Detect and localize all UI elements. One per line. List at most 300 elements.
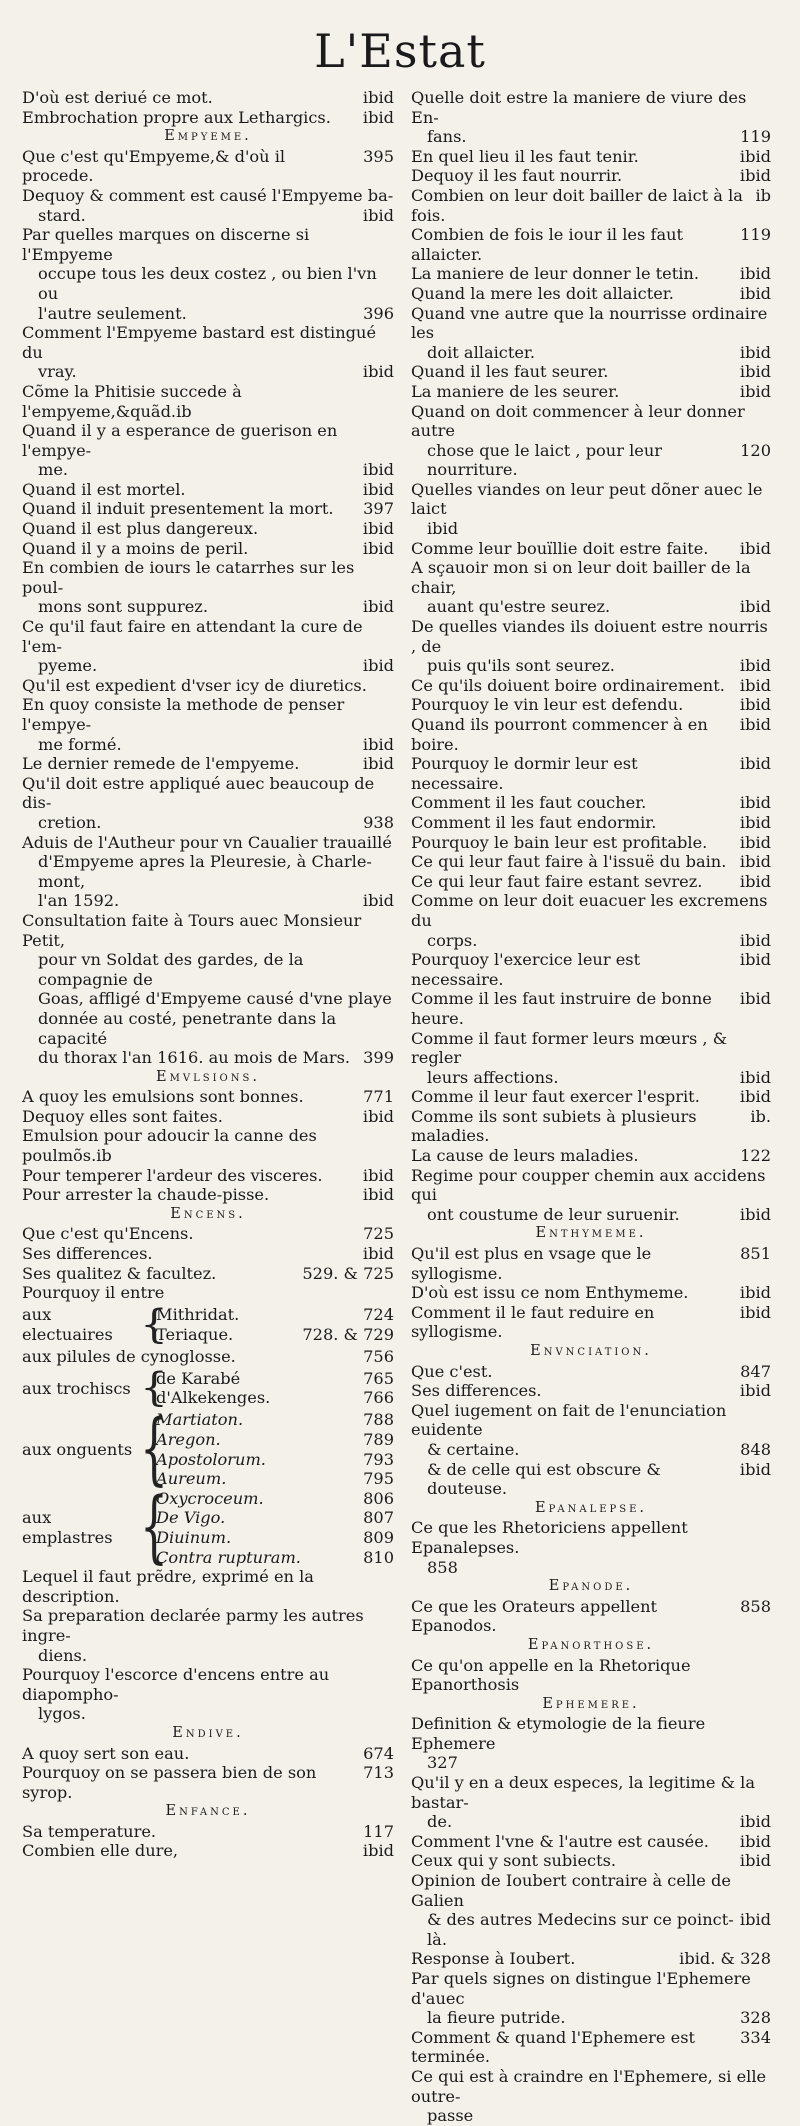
entry-text: La cause de leurs maladies. [411, 1146, 639, 1166]
section-heading: Encens. [170, 1205, 246, 1222]
page-reference: 848 [740, 1439, 771, 1459]
entry-text: En combien de iours le catarrhes sur les poul- [22, 558, 355, 597]
page-reference: ibid [739, 754, 771, 774]
entry-text: Pourquoy on se passera bien de son syrop. [22, 1763, 317, 1802]
page-reference: 809 [363, 1527, 394, 1547]
index-entry [411, 539, 771, 559]
group-item [156, 1305, 394, 1325]
page-reference: 793 [363, 1449, 394, 1469]
index-entry [411, 1460, 771, 1499]
group-label: aux emplastres [22, 1508, 113, 1547]
entry-text: Qu'il est plus en vsage que le syllogisme. [411, 1244, 652, 1283]
entry-text: Comment il le faut reduire en syllogisme. [411, 1302, 655, 1342]
index-entry [22, 1665, 394, 1704]
index-entry [411, 558, 771, 597]
page-reference: ibid [739, 1087, 771, 1107]
entry-text: du thorax l'an 1616. au mois de Mars. [38, 1048, 351, 1068]
entry-text: Quand vne autre que la nourrisse ordinaire les [411, 303, 768, 343]
section-heading: Empyeme. [164, 128, 252, 145]
index-entry [22, 499, 394, 519]
group-item [156, 1450, 394, 1470]
index-entry [411, 343, 771, 363]
entry-text: La maniere de les seurer. [411, 381, 620, 401]
page-reference: ibid [362, 597, 394, 617]
entry-text: Que c'est qu'Empyeme,& d'où il procede. [22, 146, 286, 186]
index-entry [22, 774, 394, 813]
index-entry [411, 1714, 771, 1753]
entry-text: De quelles viandes ils doiuent estre nourris , de [411, 617, 768, 656]
entry-text: Dequoy il les faut nourrir. [411, 166, 623, 186]
index-entry [411, 950, 771, 989]
index-entry [22, 911, 394, 950]
index-entry [411, 480, 771, 519]
entry-text: 858 [427, 1557, 458, 1577]
index-entry [22, 695, 394, 734]
bracketed-group [22, 1347, 394, 1367]
page-reference: ibid [362, 1165, 394, 1185]
index-entry [411, 304, 771, 343]
page-reference: 674 [363, 1743, 394, 1763]
index-entry [411, 284, 771, 304]
entry-text: Quand la mere les doit allaicter. [411, 283, 674, 303]
curly-brace-icon: { [140, 1365, 168, 1411]
index-entry [411, 833, 771, 853]
page-reference: 728. & 729 [302, 1324, 394, 1344]
page-reference: 724 [363, 1305, 394, 1325]
item-text: Oxycroceum. [156, 1488, 264, 1508]
entry-text: Comment il les faut coucher. [411, 793, 647, 813]
group-item [156, 1369, 394, 1389]
page-reference: ibid [739, 381, 771, 401]
entry-text: Ce qui est à craindre en l'Ephemere, si elle outre- [411, 2066, 767, 2106]
group-label: aux trochiscs [22, 1378, 131, 1398]
item-text: Mithridat. [156, 1305, 240, 1325]
index-entry [411, 1146, 771, 1166]
entry-text: Consultation faite à Tours auec Monsieur Petit, [22, 910, 362, 950]
entry-text: Comment l'Empyeme bastard est distingué du [22, 323, 377, 362]
entry-text: Ce qui leur faut faire estant sevrez. [411, 871, 703, 891]
index-entry [22, 1822, 394, 1842]
page-reference: ibid [739, 1831, 771, 1851]
page-reference: ibid [362, 1185, 394, 1205]
page-reference: 334 [740, 2027, 771, 2047]
entry-text: Par quels signes on distingue l'Ephemere d'auec [411, 1969, 751, 2008]
index-entry [22, 382, 394, 421]
index-entry [22, 519, 394, 539]
entry-text: Pourquoy l'exercice leur est necessaire. [411, 950, 641, 989]
index-entry [22, 597, 394, 617]
item-text: Martiaton. [156, 1410, 244, 1430]
index-entry [22, 852, 394, 891]
group-item [156, 1410, 394, 1430]
entry-text: Comment & quand l'Ephemere est terminée. [411, 2027, 696, 2067]
index-entry [411, 1812, 771, 1832]
page-reference: 119 [740, 127, 771, 147]
entry-text: Ce que les Orateurs appellent Epanodos. [411, 1596, 658, 1636]
item-text: Diuinum. [156, 1527, 232, 1547]
entry-text: Ce qu'il faut faire en attendant la cure de l'em- [22, 617, 363, 656]
page-reference: ibid [362, 1106, 394, 1126]
index-entry [411, 597, 771, 617]
entry-text: Qu'il y en a deux especes, la legitime & la bastar- [411, 1773, 756, 1812]
page-reference: ibid [362, 1244, 394, 1264]
entry-text: d'Empyeme apres la Pleuresie, à Charle-mont, [38, 852, 372, 891]
item-text: Contra rupturam. [156, 1547, 301, 1567]
entry-text: Quand il induit presentement la mort. [22, 499, 334, 519]
group-item [156, 1325, 394, 1345]
index-entry [22, 1264, 394, 1284]
group-item [156, 1528, 394, 1548]
index-entry [22, 1185, 394, 1205]
page-reference: 766 [363, 1388, 394, 1408]
page-reference: ibid [739, 715, 771, 734]
index-entry [22, 1646, 394, 1666]
group-item [156, 1469, 394, 1489]
entry-text: Definition & etymologie de la fieure Ephemere [411, 1714, 706, 1753]
index-entry [411, 754, 771, 793]
running-header: L'Estat [314, 24, 486, 78]
entry-text: Comme il leur faut exercer l'esprit. [411, 1087, 700, 1107]
page-reference: ibid [739, 283, 771, 303]
entry-text: Quel iugement on fait de l'enunciation euidente [411, 1400, 727, 1440]
entry-text: cretion. [38, 812, 102, 832]
entry-text: Ses qualitez & facultez. [22, 1263, 217, 1283]
entry-text: D'où est deriué ce mot. [22, 88, 213, 107]
entry-text: Pourquoy l'escorce d'encens entre au diapompho- [22, 1665, 330, 1704]
index-entry [411, 1401, 771, 1440]
group-label: aux electuaires [22, 1305, 113, 1344]
entry-text: Que c'est. [411, 1361, 493, 1381]
entry-text: Dequoy & comment est causé l'Empyeme ba- [22, 185, 394, 205]
index-entry [411, 1597, 771, 1636]
page-reference: ibid [739, 1812, 771, 1832]
index-entry [22, 1567, 394, 1606]
index-entry [411, 166, 771, 186]
index-entry [411, 1773, 771, 1812]
page-reference: 789 [363, 1430, 394, 1449]
entry-text: mons sont suppurez. [38, 597, 208, 617]
index-entry [22, 206, 394, 226]
index-entry [411, 1518, 771, 1557]
entry-text: Opinion de Ioubert contraire à celle de Galien [411, 1871, 731, 1910]
index-entry [22, 1087, 394, 1107]
entry-text: Comme ils sont subiets à plusieurs maladies. [411, 1106, 697, 1146]
section-heading: Envnciation. [530, 1343, 652, 1359]
entry-text: diens. [38, 1645, 87, 1665]
page-reference: ibid [739, 832, 771, 852]
page-reference: ibid [739, 597, 771, 617]
entry-text: Ses differences. [22, 1244, 153, 1264]
entry-text: D'où est issu ce nom Enthymeme. [411, 1283, 689, 1303]
entry-text: Goas, affligé d'Empyeme causé d'vne playe [38, 989, 392, 1009]
index-entry [411, 2067, 771, 2106]
page-reference: 765 [363, 1368, 394, 1388]
page-reference: ibid [739, 1851, 771, 1871]
page-reference: 399 [363, 1048, 394, 1068]
page-reference: ibid [739, 362, 771, 382]
index-entry [22, 480, 394, 500]
page-reference: 771 [363, 1087, 394, 1107]
index-entry [22, 833, 394, 853]
group-label: aux pilules de cynoglosse. [22, 1346, 236, 1366]
page-reference: ibid [362, 734, 394, 754]
group-item [156, 1489, 394, 1509]
entry-text: Quand on doit commencer à leur donner autre [411, 401, 745, 441]
page-reference: ibid [362, 479, 394, 499]
entry-text: me formé. [38, 734, 122, 754]
index-entry [411, 656, 771, 676]
index-entry [22, 1841, 394, 1861]
page-reference: 725 [363, 1224, 394, 1244]
page-reference: 938 [363, 812, 394, 832]
index-entry [411, 1558, 771, 1578]
index-entry [22, 735, 394, 755]
index-entry [22, 539, 394, 559]
page-reference: 117 [363, 1821, 394, 1841]
index-entry [411, 1871, 771, 1910]
entry-text: Pourquoy le vin leur est defendu. [411, 695, 684, 715]
section-heading: Ephemere. [542, 1695, 640, 1712]
page-reference: ibid. & 328 [679, 1949, 771, 1969]
page-reference: ibid [739, 950, 771, 970]
entry-text: pour vn Soldat des gardes, de la compagnie de [38, 950, 304, 989]
page-reference: ibid [362, 891, 394, 911]
entry-text: Pourquoy le bain leur est profitable. [411, 832, 708, 852]
index-entry [411, 1107, 771, 1146]
entry-text: Ce qu'ils doiuent boire ordinairement. [411, 675, 725, 695]
page-reference: 810 [363, 1547, 394, 1567]
index-entry [411, 88, 771, 127]
page-reference: ibid [739, 695, 771, 715]
index-entry [411, 695, 771, 715]
item-text: d'Alkekenges. [156, 1388, 271, 1408]
section-heading: Epanode. [548, 1578, 634, 1595]
index-entry [22, 304, 394, 324]
page-reference: ibid [739, 538, 771, 558]
entry-text: Aduis de l'Autheur pour vn Caualier trauaillé [22, 832, 392, 852]
index-entry [22, 558, 394, 597]
item-text: Teriaque. [156, 1324, 234, 1344]
index-entry [411, 225, 771, 264]
right-column [411, 88, 771, 2126]
entry-text: Qu'il est expedient d'vser icy de diuretics. [22, 675, 367, 695]
entry-text: Response à Ioubert. [411, 1949, 576, 1969]
left-column [22, 88, 394, 1861]
index-entry [411, 1440, 771, 1460]
page-reference: ibid [739, 793, 771, 813]
index-entry [411, 1303, 771, 1342]
index-entry [22, 421, 394, 460]
index-entry [411, 1283, 771, 1303]
index-entry [411, 1362, 771, 1382]
entry-text: Quand il est plus dangereux. [22, 519, 259, 539]
item-text: Apostolorum. [156, 1449, 266, 1469]
page-reference: ibid [739, 264, 771, 284]
entry-text: occupe tous les deux costez , ou bien l'vn ou [38, 264, 377, 303]
index-entry [411, 1381, 771, 1401]
page-reference: ibid [739, 342, 771, 362]
index-entry [22, 1224, 394, 1244]
page-reference: ibid [739, 930, 771, 950]
index-entry [411, 362, 771, 382]
page-reference: ibid [362, 362, 394, 382]
entry-text: leurs affections. [427, 1067, 559, 1087]
bracketed-group [22, 1403, 394, 1495]
page-reference: ibid [739, 871, 771, 891]
entry-text: Comme il faut former leurs mœurs , & regler [411, 1028, 728, 1068]
index-entry [411, 2008, 771, 2028]
page-reference: 328 [740, 2008, 771, 2028]
section-heading: Enfance. [165, 1803, 251, 1820]
group-item [156, 1508, 394, 1528]
entry-text: Comment l'vne & l'autre est causée. [411, 1831, 709, 1851]
entry-text: Cõme la Phitisie succede à l'empyeme,&quãd.ib [22, 381, 242, 421]
page-reference: ibid [739, 656, 771, 676]
page-reference: ibid [362, 205, 394, 225]
index-entry [411, 402, 771, 441]
entry-text: & de celle qui est obscure & douteuse. [427, 1459, 661, 1499]
index-entry [22, 323, 394, 362]
page-reference: 807 [363, 1508, 394, 1528]
entry-text: l'an 1592. [38, 891, 120, 911]
item-text: Aureum. [156, 1469, 227, 1489]
page-reference: ibid [362, 1841, 394, 1861]
index-entry [22, 147, 394, 186]
entry-text: Quelles viandes on leur peut dõner auec le laict [411, 479, 763, 519]
section-heading: Epanalepse. [534, 1499, 648, 1516]
index-entry [411, 2106, 771, 2126]
index-entry [411, 852, 771, 872]
index-entry [22, 186, 394, 206]
page-reference: ibid [362, 538, 394, 558]
page-reference: ibid [739, 989, 771, 1009]
entry-text: Ceux qui y sont subiects. [411, 1851, 617, 1871]
index-entry [411, 715, 771, 754]
index-entry [22, 676, 394, 696]
page-reference: ibid [739, 675, 771, 695]
item-text: Aregon. [156, 1430, 221, 1449]
group-item [156, 1388, 394, 1408]
index-entry [411, 127, 771, 147]
page-reference: 397 [363, 499, 394, 519]
entry-text: Ce qui leur faut faire à l'issuë du bain. [411, 852, 727, 872]
index-entry [22, 362, 394, 382]
page-reference: ibid [739, 852, 771, 872]
index-entry [411, 1949, 771, 1969]
index-entry [22, 1166, 394, 1186]
entry-text: A quoy sert son eau. [22, 1743, 190, 1763]
entry-text: de. [427, 1812, 453, 1832]
index-entry [411, 989, 771, 1028]
index-entry [411, 1969, 771, 2008]
entry-text: Comme il les faut instruire de bonne heure. [411, 989, 712, 1028]
curly-brace-icon: { [140, 1301, 168, 1348]
page-reference: 858 [740, 1596, 771, 1616]
index-entry [411, 1087, 771, 1107]
entry-text: Lequel il faut prẽdre, exprimé en la description. [22, 1567, 314, 1606]
index-entry [22, 1244, 394, 1264]
entry-text: passe [427, 2106, 474, 2126]
index-entry [411, 931, 771, 951]
entry-text: la fieure putride. [427, 2008, 566, 2028]
index-entry [22, 225, 394, 264]
entry-text: Regime pour coupper chemin aux accidens qui [411, 1165, 766, 1205]
entry-text: l'autre seulement. [38, 303, 187, 323]
index-entry [411, 186, 771, 225]
page-reference: 788 [363, 1410, 394, 1430]
group-item [156, 1548, 394, 1568]
entry-text: Quand il est mortel. [22, 479, 186, 499]
index-entry [22, 88, 394, 108]
entry-text: Qu'il doit estre appliqué auec beaucoup de dis- [22, 773, 375, 813]
entry-text: Embrochation propre aux Lethargics. [22, 107, 331, 127]
index-entry [411, 519, 771, 539]
group-item [156, 1430, 394, 1450]
entry-text: Pourquoy le dormir leur est necessaire. [411, 754, 638, 793]
index-entry [411, 147, 771, 167]
entry-text: doit allaicter. [427, 342, 536, 362]
index-entry [411, 1851, 771, 1871]
entry-text: Comme on leur doit euacuer les excremens du [411, 891, 768, 930]
index-entry [22, 1763, 394, 1802]
entry-text: En quel lieu il les faut tenir. [411, 146, 639, 166]
entry-text: A sçauoir mon si on leur doit bailler de la chair, [411, 558, 751, 597]
section-heading: Enthymeme. [535, 1225, 647, 1242]
index-entry [411, 1832, 771, 1852]
index-entry [22, 754, 394, 774]
entry-text: Comment il les faut endormir. [411, 812, 657, 832]
page-reference: 847 [740, 1361, 771, 1381]
entry-text: auant qu'estre seurez. [427, 597, 611, 617]
page-reference: ibid [362, 519, 394, 539]
curly-brace-icon: { [140, 1403, 168, 1495]
entry-text: fans. [427, 127, 467, 147]
page-reference: 851 [740, 1244, 771, 1264]
entry-text: Pour arrester la chaude-pisse. [22, 1185, 270, 1205]
page-reference: ibid [739, 166, 771, 186]
entry-text: Comme leur bouïllie doit estre faite. [411, 538, 709, 558]
index-entry [411, 676, 771, 696]
entry-text: chose que le laict , pour leur nourriture. [427, 440, 663, 480]
index-entry [411, 1205, 771, 1225]
index-entry [22, 1283, 394, 1303]
entry-text: La maniere de leur donner le tetin. [411, 264, 700, 284]
entry-text: Emulsion pour adoucir la canne des poulmõs.ib [22, 1126, 317, 1166]
page-reference: ibid [362, 460, 394, 480]
page-reference: ibid [362, 107, 394, 127]
index-entry [22, 656, 394, 676]
page-reference: ibid [739, 812, 771, 832]
page-reference: ibid [739, 1459, 771, 1479]
page-reference: ibid [739, 1283, 771, 1303]
index-entry [22, 264, 394, 303]
entry-text: Quand il y a esperance de guerison en l'empye- [22, 421, 338, 460]
page-reference: ib. [750, 1106, 771, 1126]
section-heading: Endive. [172, 1724, 244, 1741]
index-entry [22, 891, 394, 911]
index-entry [411, 1166, 771, 1205]
index-entry [411, 1910, 771, 1949]
entry-text: Par quelles marques on discerne si l'Empyeme [22, 225, 310, 264]
entry-text: Combien de fois le iour il les faut allaicter. [411, 225, 684, 264]
index-entry [22, 1048, 394, 1068]
index-entry [22, 1009, 394, 1048]
index-entry [22, 617, 394, 656]
index-entry [411, 1753, 771, 1773]
index-entry [411, 2028, 771, 2067]
entry-text: Pourquoy il entre [22, 1283, 165, 1303]
page-reference: 713 [363, 1763, 394, 1783]
